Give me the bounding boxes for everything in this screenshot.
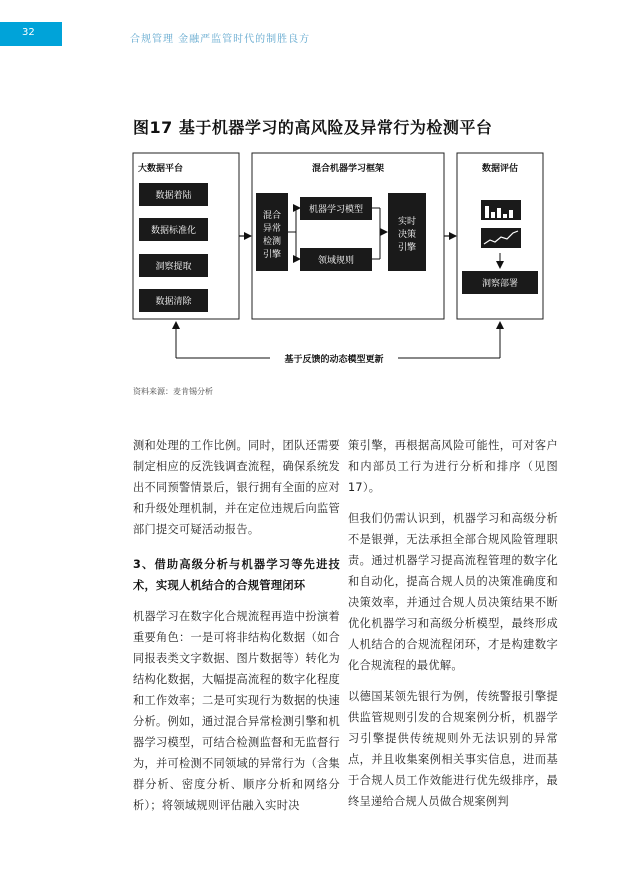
- domain-rules-label: 领域规则: [317, 256, 355, 266]
- evaluation-panel-title: 数据评估: [481, 164, 519, 174]
- ml-model-label: 机器学习模型: [308, 205, 364, 215]
- figure-title: 图17 基于机器学习的高风险及异常行为检测平台: [133, 118, 493, 137]
- right-paragraph-3: 以德国某领先银行为例，传统警报引擎提供监管规则引发的合规案例分析，机器学习引擎提供传统规则外无法识别的异常点，并且收集案例相关事实信息，进而基于合规人员工作效能进行优先级排序，最终呈递给合规人员做合规案例判: [348, 690, 558, 808]
- page-number: 32: [22, 27, 35, 38]
- figure-source: 资料来源：麦肯锡分析: [133, 387, 213, 396]
- decision-engine-label-2: 决策: [397, 230, 417, 240]
- left-paragraph-2: 机器学习在数字化合规流程再造中扮演着重要角色：一是可将非结构化数据（如合同报表类文字数据、图片数据等）转化为结构化数据，大幅提高流程的数字化程度和工作效率；二是可实现行为数据的快速分析。例如，通过混合异常检测引擎和机器学习模型，可结合检测监督和无监督行为，并可检测不同领域的异常行为（含集群分析、密度分析、顺序分析和网络分析）；将领域规则评估融入实时决: [133, 610, 340, 812]
- body-left-column: [133, 435, 340, 816]
- data-removal-label: 数据清除: [155, 297, 192, 307]
- insight-extraction-label: 洞察提取: [155, 262, 192, 272]
- right-paragraph-2: 但我们仍需认识到，机器学习和高级分析不是银弹，无法承担全部合规风险管理职责。通过机器学习提高流程管理的数字化和自动化，提高合规人员的决策准确度和决策效率，并通过合规人员决策结果不断优化机器学习和高级分析模型，最终形成人机结合的合规流程闭环，才是构建数字化合规流程的最优解。: [348, 512, 558, 672]
- running-title: 合规管理 金融严监管时代的制胜良方: [130, 34, 311, 45]
- hybrid-anomaly-engine-label-1: 混合: [262, 211, 282, 221]
- feedback-label: 基于反馈的动态模型更新: [284, 355, 384, 365]
- hybrid-anomaly-engine-label-3: 检测: [262, 237, 282, 247]
- bar-chart-icon: [481, 200, 521, 220]
- decision-engine-label-3: 引擎: [397, 243, 417, 253]
- right-paragraph-1: 策引擎，再根据高风险可能性，可对客户和内部员工行为进行分析和排序（见图17）。: [348, 439, 558, 494]
- body-right-column: [348, 435, 558, 812]
- big-data-panel-title: 大数据平台: [138, 164, 184, 174]
- line-chart-icon: [481, 228, 521, 248]
- data-standardization-label: 数据标准化: [150, 226, 197, 236]
- hybrid-anomaly-engine-label-2: 异常: [262, 224, 282, 234]
- ml-framework-panel-title: 混合机器学习框架: [311, 164, 385, 174]
- section-heading: 3、借助高级分析与机器学习等先进技术，实现人机结合的合规管理闭环: [133, 558, 340, 592]
- left-paragraph-1: 测和处理的工作比例。同时，团队还需要制定相应的反洗钱调查流程，确保系统发出不同预警情景后，银行拥有全面的应对和升级处理机制，并在定位违规后向监管部门提交可疑活动报告。: [133, 439, 340, 536]
- data-landing-label: 数据着陆: [155, 191, 192, 201]
- insight-deployment-label: 洞察部署: [481, 279, 519, 289]
- decision-engine-label-1: 实时: [397, 217, 417, 227]
- hybrid-anomaly-engine-label-4: 引擎: [262, 250, 282, 260]
